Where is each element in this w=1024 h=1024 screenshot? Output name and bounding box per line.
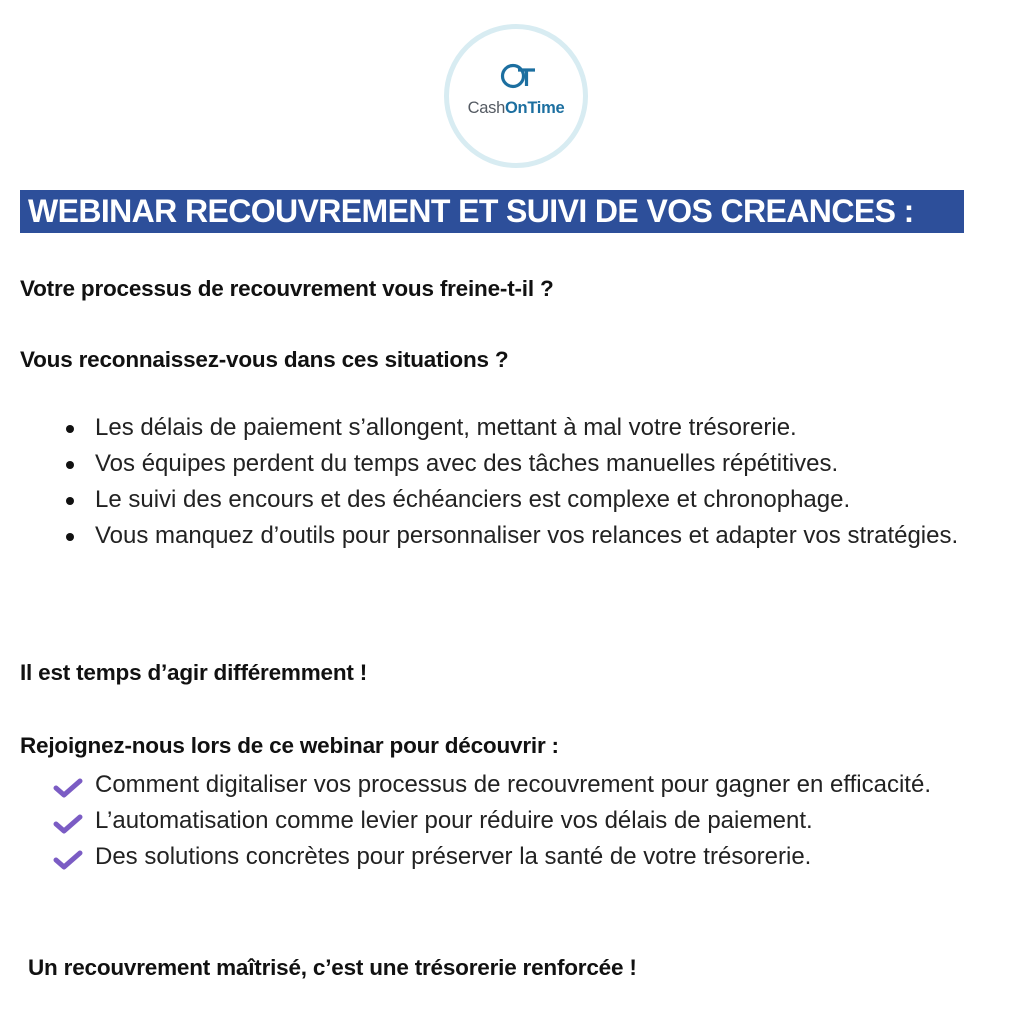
list-item-text: Les délais de paiement s’allongent, mettant à mal votre trésorerie. (95, 414, 797, 441)
question-heading-1: Votre processus de recouvrement vous freine-t-il ? (20, 276, 554, 301)
webinar-title-banner: WEBINAR RECOUVREMENT ET SUIVI DE VOS CREANCES : (20, 190, 964, 233)
list-item-text: Vous manquez d’outils pour personnaliser vos relances et adapter vos stratégies. (95, 522, 959, 549)
invite-heading: Rejoignez-nous lors de ce webinar pour découvrir : (20, 733, 559, 758)
logo-word-ontime: OnTime (505, 99, 565, 117)
list-item (0, 446, 1024, 482)
bullet-dot-icon (66, 425, 74, 433)
call-to-action-heading: Il est temps d’agir différemment ! (20, 660, 368, 685)
list-item-text: Des solutions concrètes pour préserver la santé de votre trésorerie. (95, 843, 812, 870)
list-item-text: L’automatisation comme levier pour réduire vos délais de paiement. (95, 807, 813, 834)
cot-logo-icon (500, 62, 536, 90)
list-item-text: Comment digitaliser vos processus de recouvrement pour gagner en efficacité. (95, 771, 931, 798)
checkmark-icon (53, 850, 83, 870)
bullet-dot-icon (66, 461, 74, 469)
benefits-list (0, 767, 1024, 875)
question-heading-2: Vous reconnaissez-vous dans ces situations ? (20, 347, 509, 372)
list-item (0, 518, 1024, 554)
logo-wordmark (449, 99, 583, 118)
list-item-text: Le suivi des encours et des échéanciers est complexe et chronophage. (95, 486, 851, 513)
closing-statement: Un recouvrement maîtrisé, c’est une trésorerie renforcée ! (28, 955, 637, 980)
checkmark-icon (53, 814, 83, 834)
situations-list (0, 410, 1024, 554)
bullet-dot-icon (66, 497, 74, 505)
bullet-dot-icon (66, 533, 74, 541)
cashontime-logo (444, 24, 588, 168)
list-item (0, 839, 1024, 875)
list-item (0, 410, 1024, 446)
list-item-text: Vos équipes perdent du temps avec des tâches manuelles répétitives. (95, 450, 839, 477)
checkmark-icon (53, 778, 83, 798)
logo-word-cash: Cash (467, 99, 505, 117)
list-item (0, 767, 1024, 803)
list-item (0, 803, 1024, 839)
list-item (0, 482, 1024, 518)
